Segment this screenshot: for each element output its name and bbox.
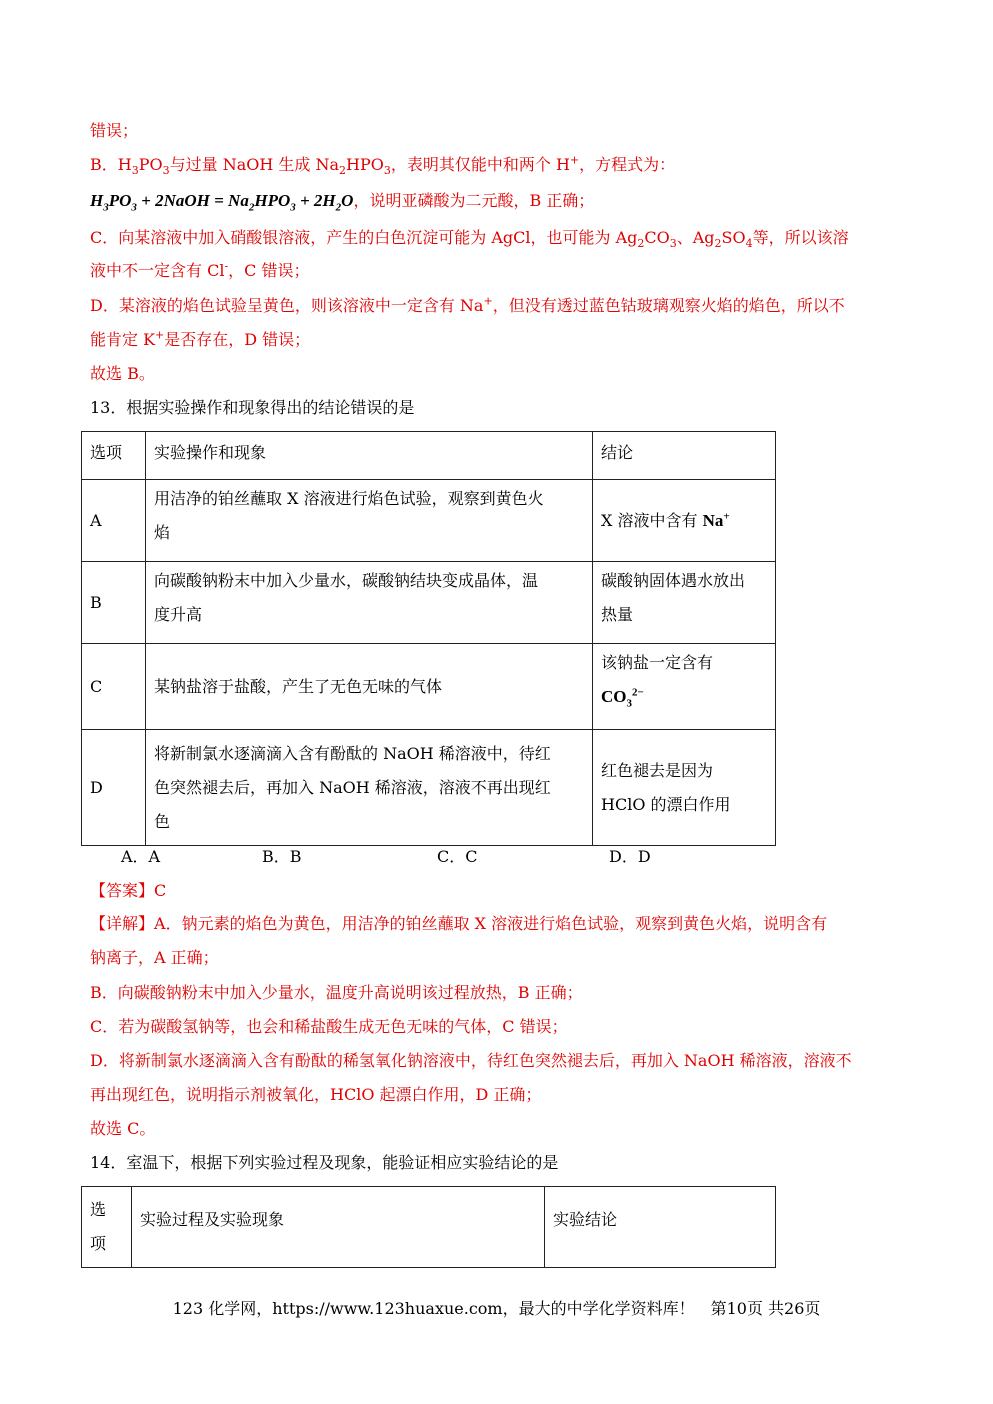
question-14-table (81, 1186, 776, 1268)
question-14-stem: 14．室温下，根据下列实验过程及现象，能验证相应实验结论的是 (90, 1153, 559, 1172)
table-row (82, 562, 776, 644)
detail-line-d1: D．将新制氯水逐滴滴入含有酚酞的稀氢氧化钠溶液中，待红色突然褪去后，再加入 NaOH 稀溶液，溶液不 (90, 1051, 852, 1070)
table-row (82, 480, 776, 562)
row-operation: 向碳酸钠粉末中加入少量水，碳酸钠结块变成晶体，温 度升高 (146, 562, 593, 644)
row-option: B (82, 562, 146, 644)
choice-a: A．A (121, 847, 161, 866)
prev-answer-conclusion: 故选 B。 (90, 364, 155, 383)
detail-conclusion: 故选 C。 (90, 1119, 156, 1138)
prev-answer-equation: $H_3PO_3$ + 2NaOH = $Na_2HPO_3 + 2H_2O$，说明亚磷酸为二元酸，B 正确； (90, 191, 595, 214)
table-row (82, 644, 776, 730)
row-operation: 将新制氯水逐滴滴入含有酚酞的 NaOH 稀溶液中，待红 色突然褪去后，再加入 NaOH 稀溶液，溶液不再出现红 色 (146, 730, 593, 846)
table-header-row (82, 1187, 776, 1268)
page-footer: 123 化学网，https://www.123huaxue.com，最大的中学化学资料库！ 第10页 共26页 (172, 1299, 821, 1318)
choice-d: D．D (609, 847, 651, 866)
question-13-stem: 13．根据实验操作和现象得出的结论错误的是 (90, 398, 415, 417)
row-conclusion: 碳酸钠固体遇水放出 热量 (593, 562, 776, 644)
row-option: A (82, 480, 146, 562)
row-conclusion: X 溶液中含有 Na+ (593, 480, 776, 562)
choice-c: C．C (437, 847, 478, 866)
answer-tag: 【答案】 (90, 881, 155, 900)
detail-line-b: B．向碳酸钠粉末中加入少量水，温度升高说明该过程放热，B 正确； (90, 983, 583, 1002)
prev-answer-option-c-line-2: 液中不一定含有 Cl-，C 错误； (90, 259, 310, 280)
header-conclusion: 结论 (593, 432, 776, 480)
row-option: D (82, 730, 146, 846)
row-operation: 某钠盐溶于盐酸，产生了无色无味的气体 (146, 644, 593, 730)
table-header-row (82, 432, 776, 480)
row-option: C (82, 644, 146, 730)
table-row (82, 730, 776, 846)
choice-b: B．B (262, 847, 302, 866)
carbonate-ion-formula: $CO_3^{2-}$ (601, 686, 644, 710)
header-operation: 实验操作和现象 (146, 432, 593, 480)
detail-line-a2: 钠离子，A 正确； (90, 948, 219, 967)
prev-answer-option-c-line-1: C．向某溶液中加入硝酸银溶液，产生的白色沉淀可能为 AgCl，也可能为 $Ag_2CO_3$、$Ag_2SO_4$等，所以该溶 (90, 228, 849, 251)
question-13-table (81, 431, 776, 846)
detail-line-d2: 再出现红色，说明指示剂被氧化，HClO 起漂白作用，D 正确； (90, 1085, 542, 1104)
detail-line-a1: 【详解】A．钠元素的焰色为黄色，用洁净的铂丝蘸取 X 溶液进行焰色试验，观察到黄色火焰，说明含有 (90, 914, 828, 933)
header-option: 选项 (82, 432, 146, 480)
row-operation: 用洁净的铂丝蘸取 X 溶液进行焰色试验，观察到黄色火 焰 (146, 480, 593, 562)
header-option: 选 项 (82, 1187, 132, 1268)
answer-value: C (154, 881, 167, 900)
header-conclusion: 实验结论 (545, 1187, 776, 1268)
sodium-ion-formula: Na+ (702, 509, 730, 530)
header-process: 实验过程及实验现象 (132, 1187, 545, 1268)
prev-answer-option-d-line-2: 能肯定 K+是否存在，D 错误； (90, 328, 311, 349)
prev-answer-line-1: 错误； (90, 121, 139, 140)
detail-tag: 【详解】 (90, 914, 155, 933)
prev-answer-option-d-line-1: D．某溶液的焰色试验呈黄色，则该溶液中一定含有 Na+，但没有透过蓝色钴玻璃观察火焰的焰色，所以不 (90, 294, 845, 315)
prev-answer-option-b: B．$H_3PO_3$与过量 NaOH 生成 $Na_2HPO_3$，表明其仅能中和两个 H+，方程式为： (90, 153, 676, 178)
row-conclusion: 该钠盐一定含有 $CO_3^{2-}$ (593, 644, 776, 730)
row-conclusion: 红色褪去是因为 HClO 的漂白作用 (593, 730, 776, 846)
detail-line-c: C．若为碳酸氢钠等，也会和稀盐酸生成无色无味的气体，C 错误； (90, 1017, 568, 1036)
answer-line (90, 880, 166, 902)
